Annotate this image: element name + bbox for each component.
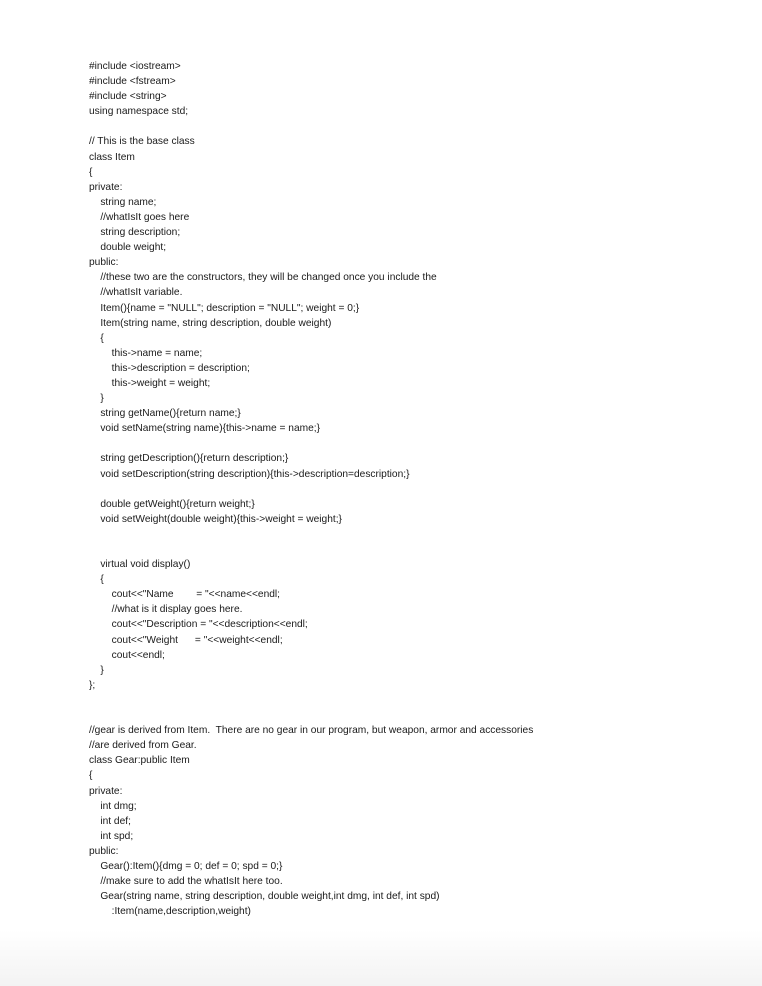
code-line [89, 436, 739, 451]
code-line: #include <fstream> [89, 76, 176, 88]
code-line: Item(string name, string description, double weight) [89, 317, 332, 329]
code-line: { [89, 166, 93, 178]
code-line: //these two are the constructors, they will be changed once you include the [89, 272, 437, 284]
code-line: int spd; [89, 830, 134, 842]
code-line: { [89, 332, 104, 344]
code-line: cout<<"Name = "<<name<<endl; [89, 589, 281, 601]
code-line [89, 527, 739, 542]
code-line: Gear():Item(){dmg = 0; def = 0; spd = 0;} [89, 860, 283, 872]
code-line: cout<<endl; [89, 649, 165, 661]
code-line: private: [89, 181, 123, 193]
code-line: string getName(){return name;} [89, 408, 241, 420]
code-line: int def; [89, 815, 131, 827]
code-line: //are derived from Gear. [89, 740, 197, 752]
code-line: //whatIsIt goes here [89, 211, 190, 223]
code-line: #include <string> [89, 91, 167, 103]
code-line [89, 482, 739, 497]
code-line: class Item [89, 151, 135, 163]
code-line: double weight; [89, 242, 167, 254]
code-line: private: [89, 785, 123, 797]
code-line: void setWeight(double weight){this->weight = weight;} [89, 513, 342, 525]
code-line: //make sure to add the whatIsIt here too. [89, 876, 283, 888]
code-line: string getDescription(){return description;} [89, 453, 289, 465]
code-line: double getWeight(){return weight;} [89, 498, 255, 510]
code-line: this->description = description; [89, 362, 250, 374]
code-line: #include <iostream> [89, 61, 181, 72]
code-line: //whatIsIt variable. [89, 287, 183, 299]
code-line [89, 119, 739, 134]
code-line: } [89, 393, 104, 405]
code-line: { [89, 770, 93, 782]
code-line: string description; [89, 227, 181, 239]
code-line: public: [89, 257, 119, 269]
code-line: string name; [89, 196, 157, 208]
code-line: :Item(name,description,weight) [89, 906, 251, 918]
code-line: this->weight = weight; [89, 377, 211, 389]
code-line: public: [89, 845, 119, 857]
code-line: }; [89, 679, 96, 691]
code-line: this->name = name; [89, 347, 203, 359]
page-bottom-gap [0, 930, 762, 986]
code-line: using namespace std; [89, 106, 189, 118]
code-line: cout<<"Description = "<<description<<endl; [89, 619, 308, 631]
code-line: virtual void display() [89, 559, 191, 571]
code-line: void setDescription(string description){this->description=description;} [89, 468, 410, 480]
code-line: //gear is derived from Item. There are no gear in our program, but weapon, armor and accessories [89, 725, 534, 737]
code-line: Item(){name = "NULL"; description = "NULL"; weight = 0;} [89, 302, 360, 314]
code-line: class Gear:public Item [89, 755, 190, 767]
code-line: // This is the base class [89, 136, 195, 148]
code-line: int dmg; [89, 800, 137, 812]
code-line [89, 542, 739, 557]
code-line: } [89, 664, 104, 676]
code-line: void setName(string name){this->name = name;} [89, 423, 321, 435]
code-line [89, 693, 739, 708]
code-line: Gear(string name, string description, double weight,int dmg, int def, int spd) [89, 891, 440, 903]
code-line: cout<<"Weight = "<<weight<<endl; [89, 634, 283, 646]
code-line: //what is it display goes here. [89, 604, 243, 616]
code-listing [89, 59, 739, 919]
code-line: { [89, 574, 104, 586]
code-line [89, 708, 739, 723]
